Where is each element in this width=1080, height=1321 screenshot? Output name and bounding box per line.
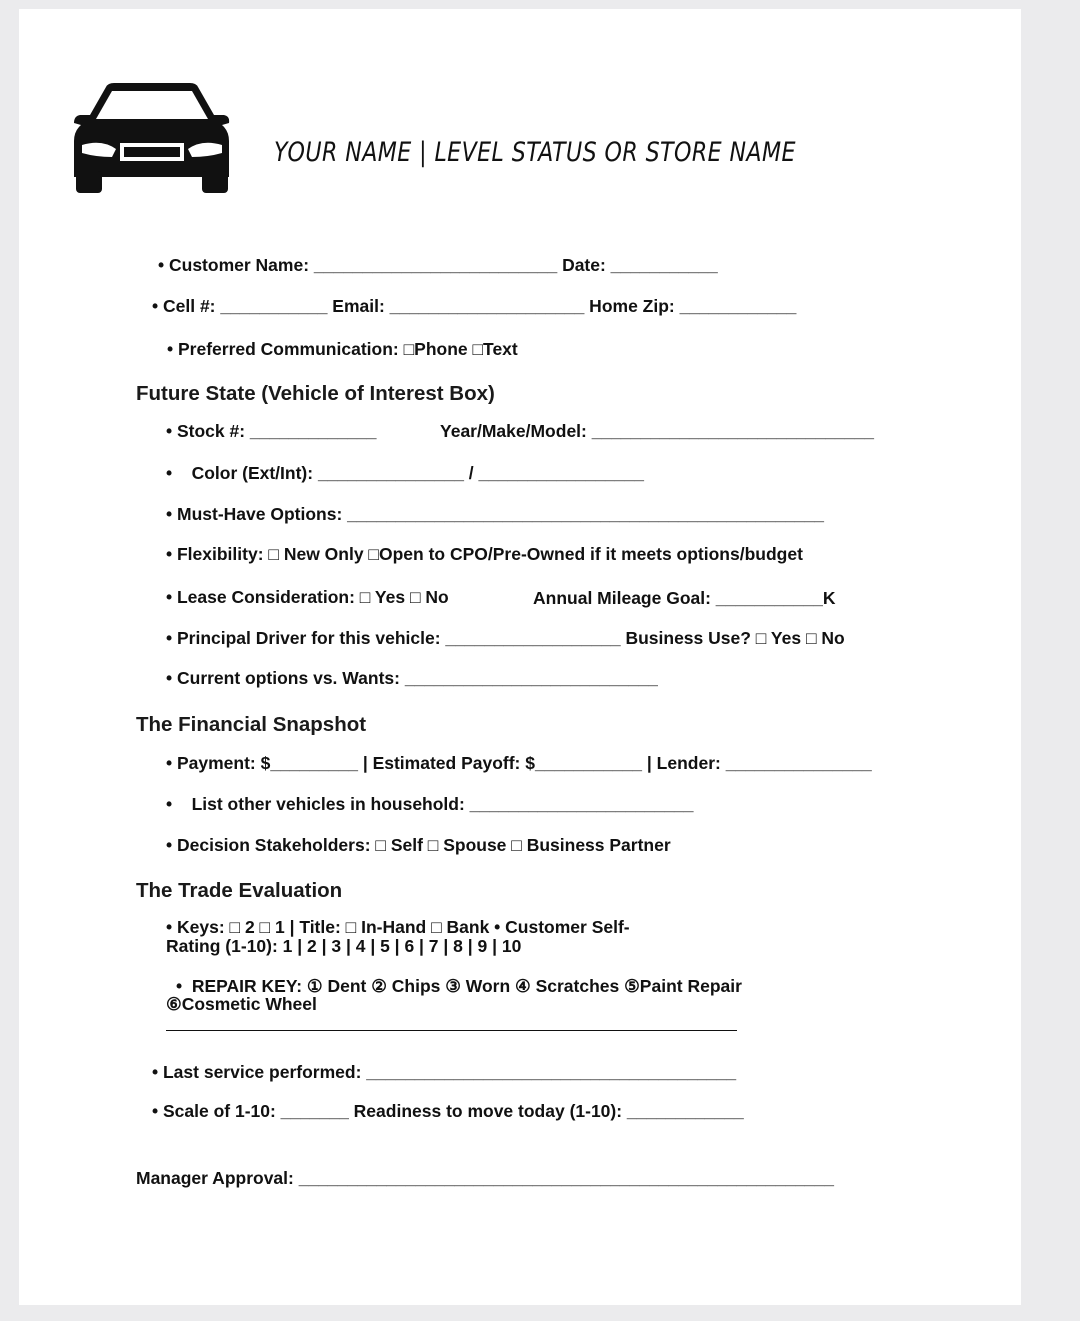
current-options-line: • Current options vs. Wants: __________________________ [166,668,658,688]
scale-readiness-line: • Scale of 1-10: _______ Readiness to move today (1-10): ____________ [152,1101,744,1121]
form-title: YOUR NAME | LEVEL STATUS OR STORE NAME [274,137,796,168]
payment-line: • Payment: $_________ | Estimated Payoff: $___________ | Lender: _______________ [166,753,872,773]
financial-snapshot-heading: The Financial Snapshot [136,713,367,736]
customer-name-date-line: • Customer Name: _________________________ Date: ___________ [158,255,718,275]
annual-mileage-line: Annual Mileage Goal: ___________K [533,588,836,608]
lease-consideration-line: • Lease Consideration: □ Yes □ No [166,587,449,607]
trade-evaluation-heading: The Trade Evaluation [136,879,343,902]
car-front-icon [72,83,232,193]
repair-key-line: • REPAIR KEY: ① Dent ② Chips ③ Worn ④ Scratches ⑤Paint Repair [176,976,742,996]
other-vehicles-line: • List other vehicles in household: _______________________ [166,794,694,814]
principal-driver-line: • Principal Driver for this vehicle: __________________ Business Use? □ Yes □ No [166,628,845,648]
keys-title-line: • Keys: □ 2 □ 1 | Title: □ In-Hand □ Bank • Customer Self- [166,917,630,937]
last-service-line: • Last service performed: ______________________________________ [152,1062,737,1082]
repair-notes-rule [166,1030,737,1031]
stock-number-line: • Stock #: _____________ [166,421,377,441]
manager-approval-line: Manager Approval: _______________________________________________________ [136,1168,835,1188]
repair-key-line-2: ⑥Cosmetic Wheel [166,994,317,1014]
form-page [19,9,1021,1305]
flexibility-line: • Flexibility: □ New Only □Open to CPO/Pre-Owned if it meets options/budget [166,544,803,564]
preferred-communication-line: • Preferred Communication: □Phone □Text [167,339,518,359]
self-rating-line: Rating (1-10): 1 | 2 | 3 | 4 | 5 | 6 | 7 | 8 | 9 | 10 [166,936,522,956]
cell-email-zip-line: • Cell #: ___________ Email: ____________________ Home Zip: ____________ [152,296,797,316]
year-make-model-line: Year/Make/Model: _____________________________ [440,421,874,441]
decision-stakeholders-line: • Decision Stakeholders: □ Self □ Spouse □ Business Partner [166,835,671,855]
future-state-heading: Future State (Vehicle of Interest Box) [136,382,495,405]
color-line: • Color (Ext/Int): _______________ / _________________ [166,463,644,483]
must-have-options-line: • Must-Have Options: _________________________________________________ [166,504,825,524]
